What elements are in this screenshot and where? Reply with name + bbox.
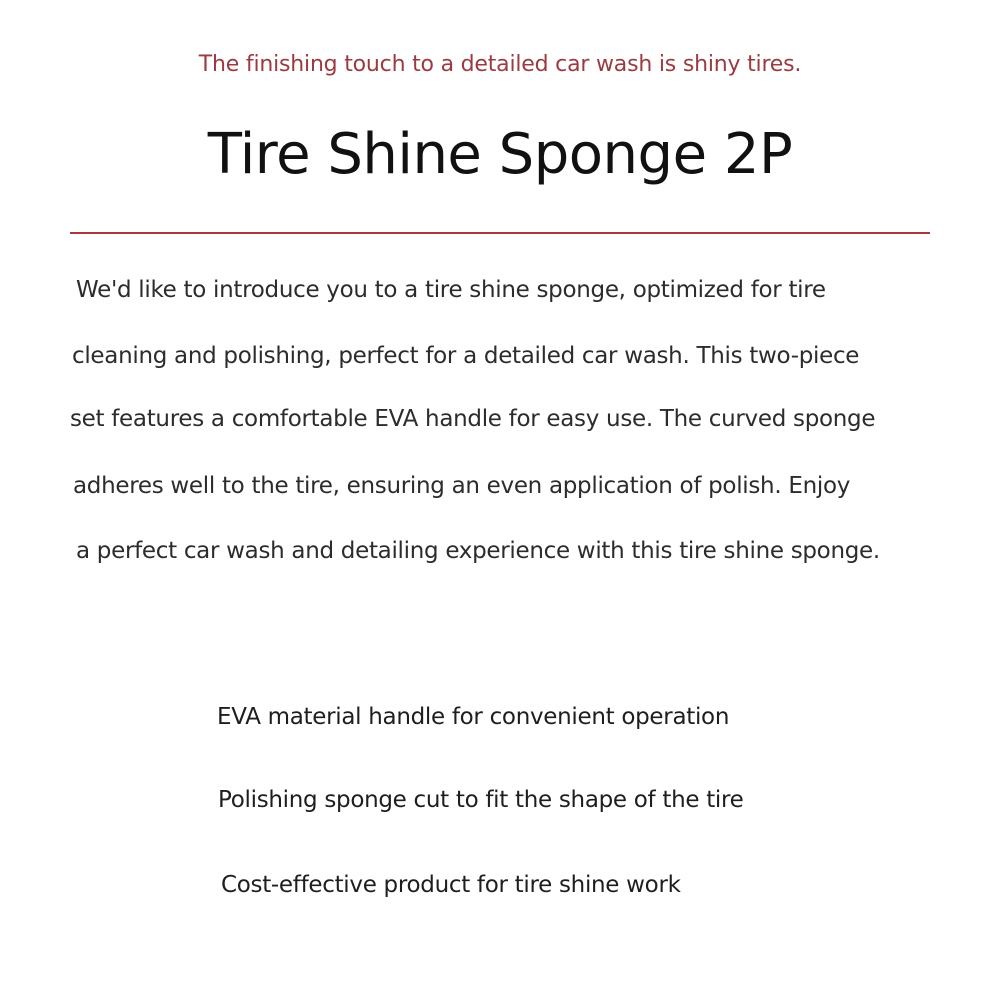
description-line: set features a comfortable EVA handle for easy use. The curved sponge (70, 406, 876, 432)
description-line: a perfect car wash and detailing experience with this tire shine sponge. (76, 538, 880, 564)
feature-item: Cost-effective product for tire shine work (221, 872, 681, 898)
description-line: cleaning and polishing, perfect for a detailed car wash. This two-piece (72, 343, 860, 369)
description-line: We'd like to introduce you to a tire shine sponge, optimized for tire (76, 277, 826, 303)
description-line: adheres well to the tire, ensuring an even application of polish. Enjoy (73, 473, 851, 499)
feature-item: Polishing sponge cut to fit the shape of the tire (218, 787, 744, 813)
page-title: Tire Shine Sponge 2P (207, 122, 793, 187)
tagline: The finishing touch to a detailed car wash is shiny tires. (198, 52, 802, 77)
divider (70, 232, 930, 234)
feature-item: EVA material handle for convenient operation (217, 704, 730, 730)
